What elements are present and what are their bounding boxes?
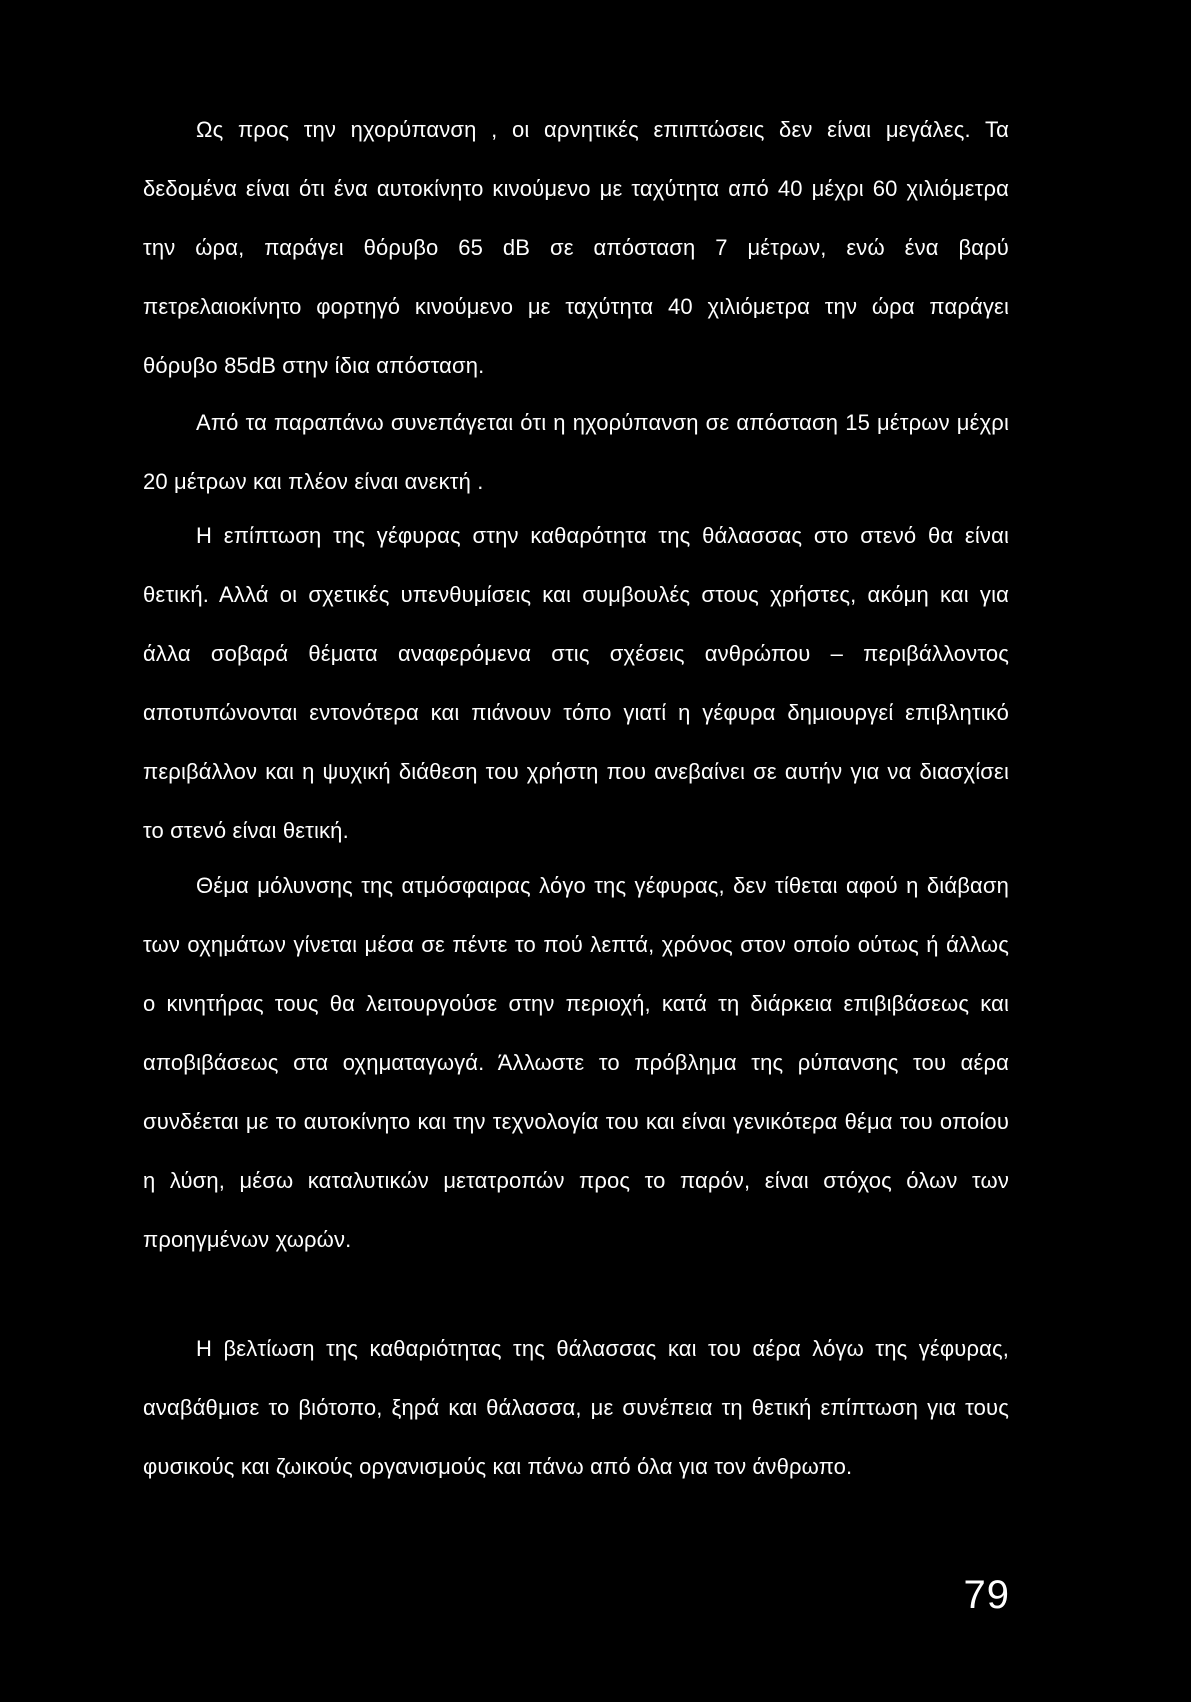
paragraph-air-pollution: Θέμα μόλυνσης της ατμόσφαιρας λόγο της γέφυρας, δεν τίθεται αφού η διάβαση των οχημάτων γίνεται μέσα σε πέντε το πού λεπτά, χρόνος στον οποίο ούτως ή άλλως ο κινητήρας τους θα λειτουργούσε στην περιοχή, κατά τη διάρκεια επιβιβάσεως και αποβιβάσεως στα οχηματαγωγά. Άλλωστε το πρόβλημα της ρύπανσης του αέρα συνδέεται με το αυτοκίνητο και την τεχνολογία του και είναι γενικότερα θέμα του οποίου η λύση, μέσω καταλυτικών μετατροπών προς το παρόν, είναι στόχος όλων των προηγμένων χωρών. [143, 873, 1009, 1252]
paragraph-sea-cleanliness: Η επίπτωση της γέφυρας στην καθαρότητα της θάλασσας στο στενό θα είναι θετική. Αλλά οι σχετικές υπενθυμίσεις και συμβουλές στους χρήστες, ακόμη και για άλλα σοβαρά θέματα αναφερόμενα στις σχέσεις ανθρώπου – περιβάλλοντος αποτυπώνονται εντονότερα και πιάνουν τόπο γιατί η γέφυρα δημιουργεί επιβλητικό περιβάλλον και η ψυχική διάθεση του χρήστη που ανεβαίνει σε αυτήν για να διασχίσει το στενό είναι θετική. [143, 523, 1009, 843]
page-number: 79 [963, 1573, 1010, 1617]
paragraph-noise-pollution: Ως προς την ηχορύπανση , οι αρνητικές επιπτώσεις δεν είναι μεγάλες. Τα δεδομένα είναι ότι ένα αυτοκίνητο κινούμενο με ταχύτητα από 40 μέχρι 60 χιλιόμετρα την ώρα, παράγει θόρυβο 65 dB σε απόσταση 7 μέτρων, ενώ ένα βαρύ πετρελαιοκίνητο φορτηγό κινούμενο με ταχύτητα 40 χιλιόμετρα την ώρα παράγει θόρυβο 85dB στην ίδια απόσταση. [143, 117, 1009, 378]
paragraph-noise-tolerance: Από τα παραπάνω συνεπάγεται ότι η ηχορύπανση σε απόσταση 15 μέτρων μέχρι 20 μέτρων και πλέον είναι ανεκτή . [143, 410, 1009, 494]
paragraph-biotope-improvement: Η βελτίωση της καθαριότητας της θάλασσας και του αέρα λόγω της γέφυρας, αναβάθμισε το βιότοπο, ξηρά και θάλασσα, με συνέπεια τη θετική επίπτωση για τους φυσικούς και ζωικούς οργανισμούς και πάνω από όλα για τον άνθρωπο. [143, 1336, 1009, 1479]
